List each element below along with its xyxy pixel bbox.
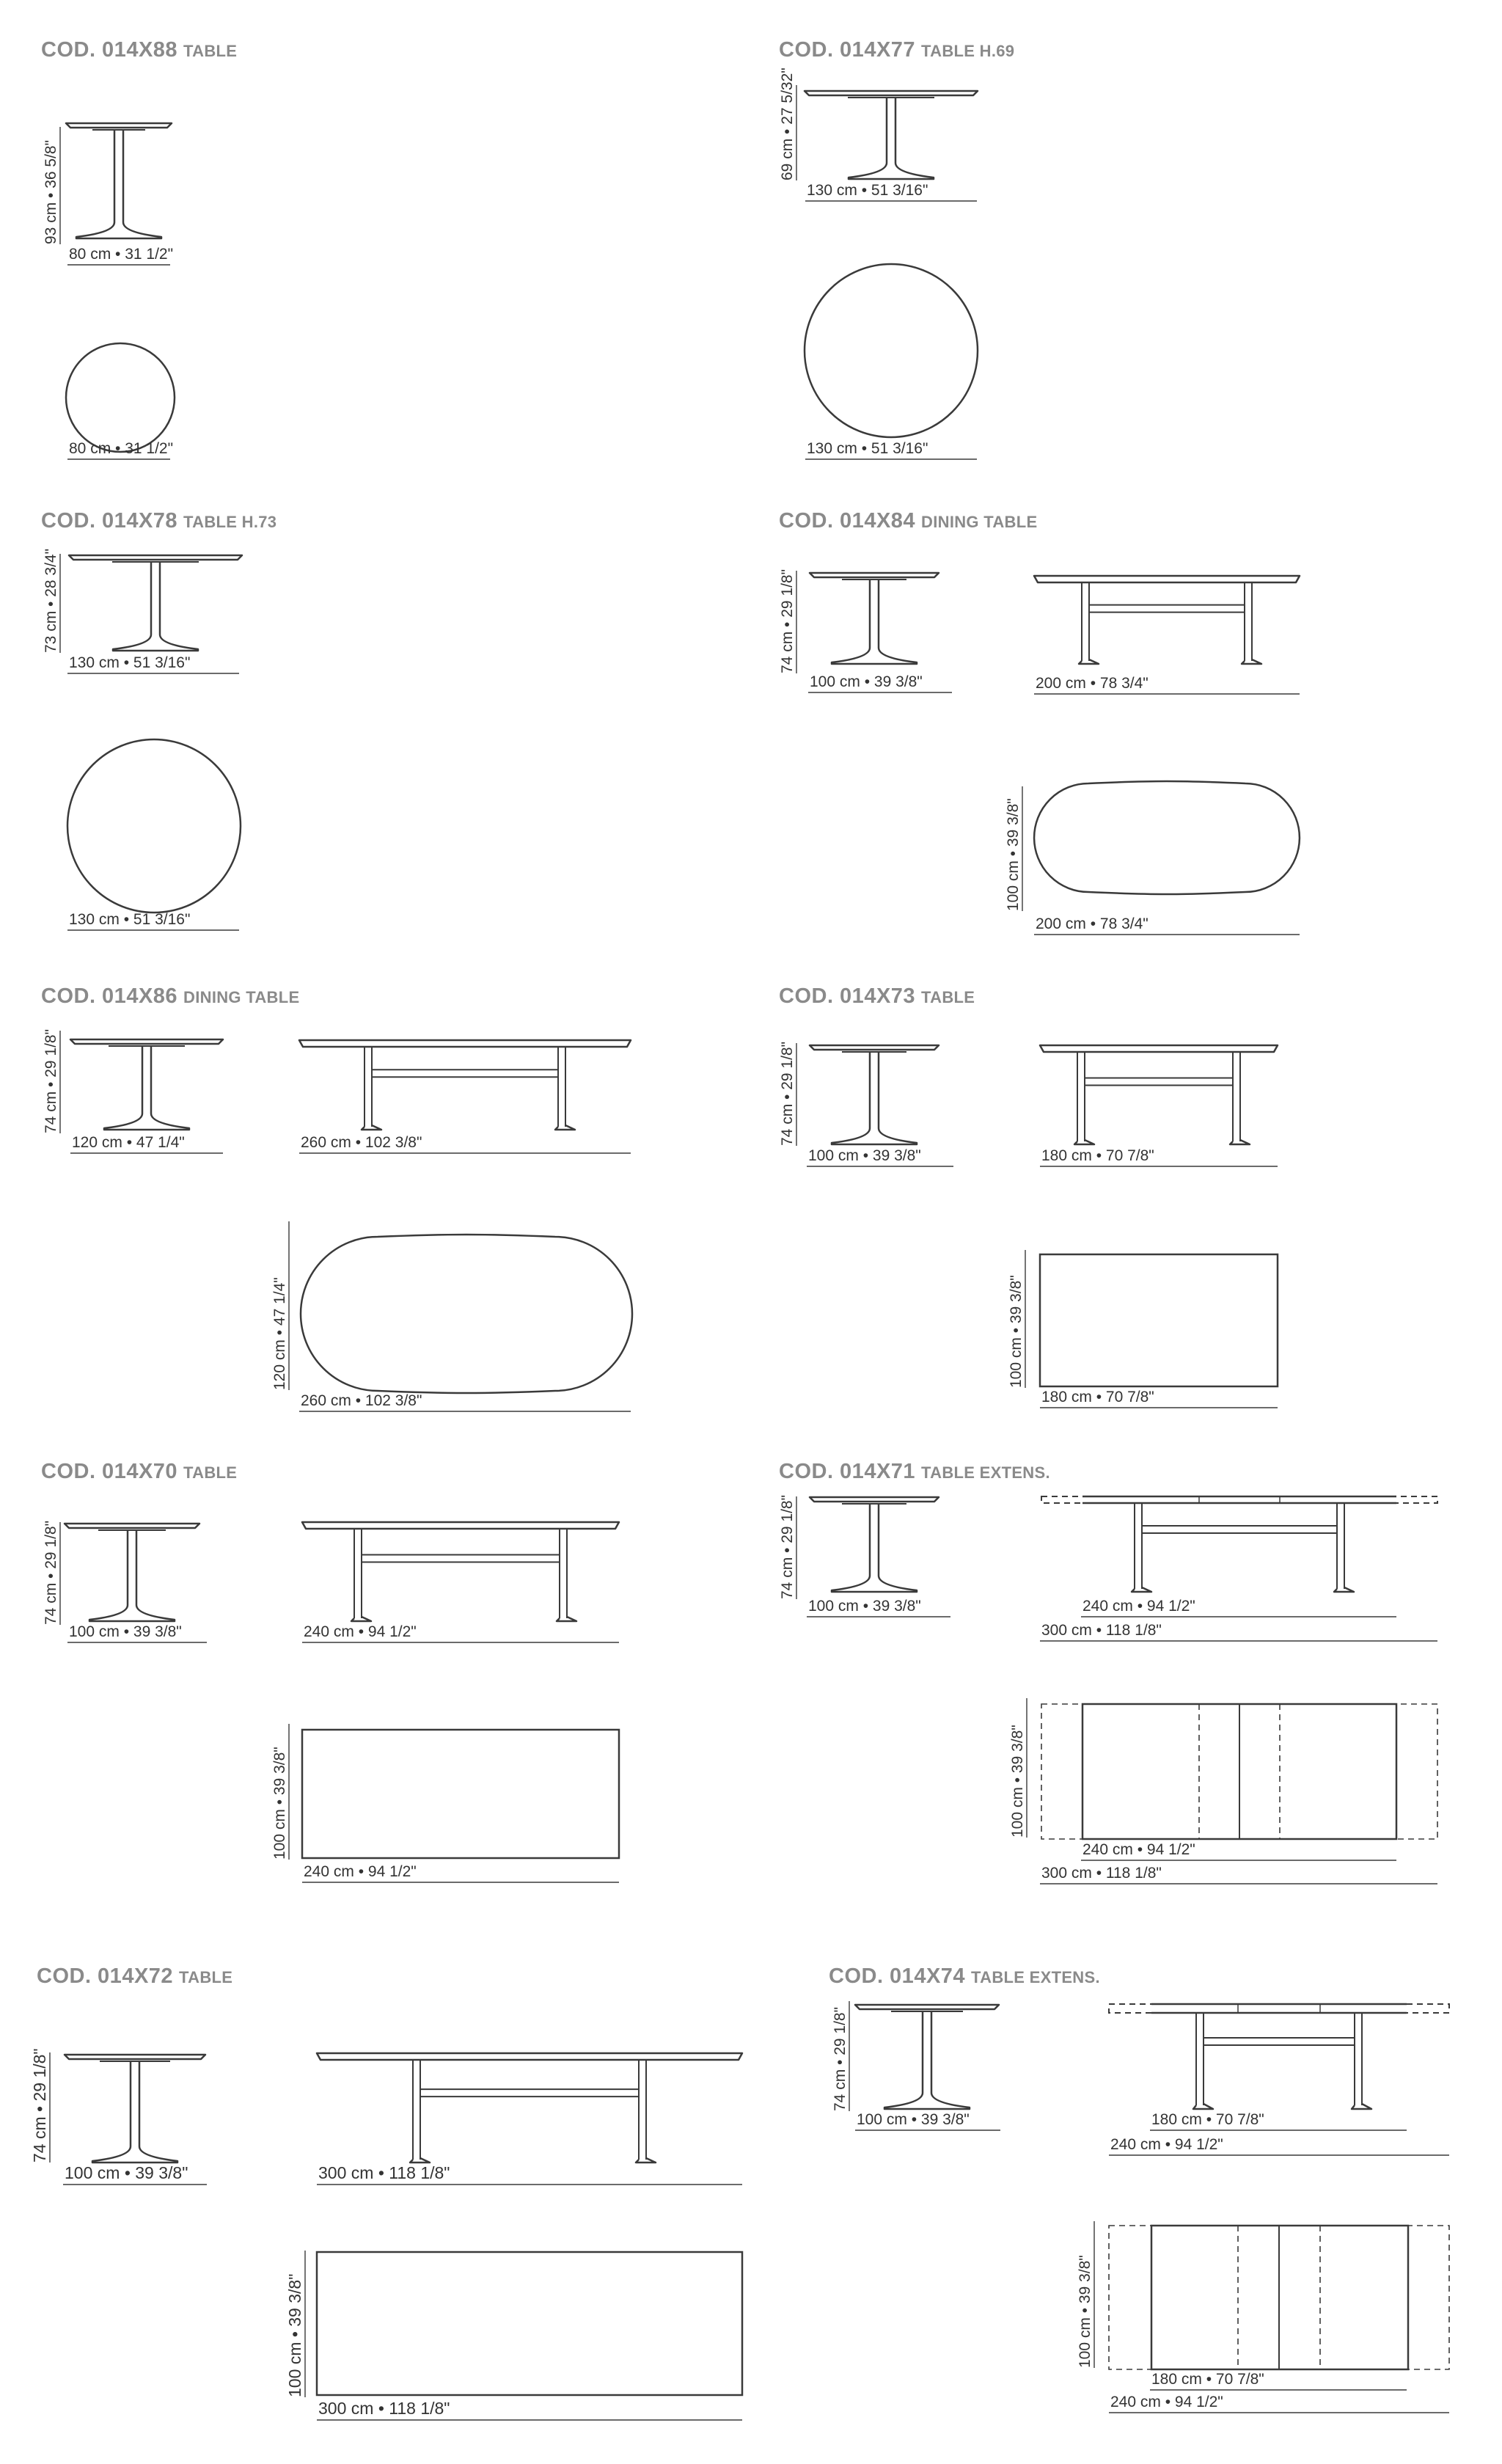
- dimension-label: 73 cm • 28 3/4": [43, 548, 59, 653]
- pedestal-base: [113, 562, 198, 651]
- dimension-label: 74 cm • 29 1/8": [43, 1028, 59, 1133]
- pedestal-base: [849, 98, 934, 179]
- dimension-label: 300 cm • 118 1/8": [1041, 1622, 1162, 1639]
- table-top: [810, 1497, 939, 1502]
- dimension-label: 300 cm • 118 1/8": [1041, 1865, 1162, 1882]
- product-code: COD. 014X73: [779, 984, 916, 1008]
- dimension-label: 240 cm • 94 1/2": [1110, 2394, 1223, 2410]
- table-top: [810, 573, 939, 577]
- dimension-label: 240 cm • 94 1/2": [1110, 2136, 1223, 2153]
- table-top: [805, 91, 978, 95]
- outline-rect: [302, 1730, 619, 1858]
- dimension-label: 300 cm • 118 1/8": [318, 2399, 450, 2418]
- top-view-circle: [67, 739, 241, 913]
- product-description: TABLE H.69: [921, 42, 1015, 60]
- pedestal-base: [832, 1504, 917, 1592]
- product-code: COD. 014X70: [41, 1460, 178, 1483]
- table-top: [69, 555, 242, 560]
- dimension-label: 74 cm • 29 1/8": [779, 1041, 796, 1146]
- dimension-label: 80 cm • 31 1/2": [69, 246, 174, 263]
- drawing-shapes: [50, 85, 1449, 2420]
- product-code: COD. 014X78: [41, 509, 178, 533]
- dimension-label: 100 cm • 39 3/8": [808, 1598, 921, 1615]
- product-code: COD. 014X84: [779, 509, 916, 533]
- dimension-labels: [30, 67, 1264, 2418]
- top-view-circle: [805, 264, 978, 437]
- dimension-label: 200 cm • 78 3/4": [1036, 915, 1149, 932]
- product-description: TABLE H.73: [183, 513, 277, 531]
- dimension-label: 240 cm • 94 1/2": [304, 1863, 417, 1880]
- dimension-label: 240 cm • 94 1/2": [1082, 1598, 1195, 1615]
- dimension-label: 100 cm • 39 3/8": [1008, 1275, 1025, 1388]
- table-top: [70, 1039, 223, 1044]
- table-top: [302, 1522, 619, 1529]
- table-top: [299, 1040, 631, 1047]
- dimension-label: 240 cm • 94 1/2": [304, 1623, 417, 1640]
- dimension-label: 180 cm • 70 7/8": [1151, 2371, 1264, 2388]
- top-view-oval: [301, 1235, 632, 1393]
- table-top: [1040, 1045, 1278, 1052]
- table-top: [855, 2005, 999, 2009]
- product-description: TABLE: [183, 1463, 238, 1482]
- top-view-oval: [1034, 781, 1300, 894]
- dimension-label: 120 cm • 47 1/4": [72, 1134, 185, 1151]
- table-top: [1034, 576, 1300, 582]
- dimension-label: 100 cm • 39 3/8": [810, 673, 923, 690]
- dimension-label: 100 cm • 39 3/8": [1005, 798, 1022, 911]
- product-code: COD. 014X77: [779, 38, 916, 62]
- dimension-label: 100 cm • 39 3/8": [1077, 2255, 1093, 2368]
- dimension-label: 69 cm • 27 5/32": [779, 67, 796, 180]
- dimension-label: 180 cm • 70 7/8": [1151, 2111, 1264, 2128]
- dimension-label: 100 cm • 39 3/8": [271, 1747, 288, 1860]
- product-code: COD. 014X71: [779, 1460, 916, 1483]
- table-top: [65, 1524, 199, 1528]
- product-description: TABLE: [921, 988, 975, 1006]
- dimension-label: 93 cm • 36 5/8": [43, 139, 59, 244]
- product-description: TABLE: [179, 1968, 233, 1986]
- dimension-label: 74 cm • 29 1/8": [43, 1520, 59, 1625]
- dimension-label: 200 cm • 78 3/4": [1036, 675, 1149, 692]
- product-description: DINING TABLE: [183, 988, 300, 1006]
- pedestal-base: [832, 1052, 917, 1144]
- pedestal-base: [884, 2011, 970, 2109]
- product-description: DINING TABLE: [921, 513, 1038, 531]
- product-description: TABLE: [183, 42, 238, 60]
- dimension-label: 120 cm • 47 1/4": [271, 1277, 288, 1390]
- table-top: [317, 2053, 742, 2060]
- dimension-label: 80 cm • 31 1/2": [69, 440, 174, 457]
- dimension-label: 100 cm • 39 3/8": [285, 2273, 304, 2397]
- dimension-label: 100 cm • 39 3/8": [857, 2111, 970, 2128]
- dimension-label: 130 cm • 51 3/16": [807, 440, 928, 457]
- table-top: [810, 1045, 939, 1050]
- dimension-label: 130 cm • 51 3/16": [807, 182, 928, 199]
- dimension-label: 260 cm • 102 3/8": [301, 1392, 422, 1409]
- table-top: [65, 2055, 205, 2059]
- pedestal-base: [104, 1046, 189, 1130]
- product-code: COD. 014X74: [829, 1964, 966, 1988]
- outline-rect: [1041, 1496, 1437, 1503]
- dimension-label: 74 cm • 29 1/8": [30, 2048, 49, 2163]
- dimension-label: 260 cm • 102 3/8": [301, 1134, 422, 1151]
- dimension-label: 100 cm • 39 3/8": [808, 1147, 921, 1164]
- top-view-circle: [66, 343, 175, 452]
- product-description: TABLE EXTENS.: [921, 1463, 1050, 1482]
- pedestal-base: [92, 2061, 177, 2163]
- dimension-label: 180 cm • 70 7/8": [1041, 1147, 1154, 1164]
- dimension-label: 100 cm • 39 3/8": [65, 2163, 188, 2182]
- dimension-label: 240 cm • 94 1/2": [1082, 1841, 1195, 1858]
- dimension-label: 100 cm • 39 3/8": [1009, 1725, 1026, 1838]
- product-code: COD. 014X88: [41, 38, 178, 62]
- outline-rect: [1040, 1254, 1278, 1386]
- pedestal-base: [89, 1530, 175, 1621]
- table-top: [66, 123, 172, 128]
- dimension-label: 300 cm • 118 1/8": [318, 2163, 450, 2182]
- outline-rect: [1109, 2004, 1449, 2013]
- dimension-label: 100 cm • 39 3/8": [69, 1623, 182, 1640]
- product-code: COD. 014X86: [41, 984, 178, 1008]
- dimension-label: 180 cm • 70 7/8": [1041, 1389, 1154, 1405]
- dimension-label: 74 cm • 29 1/8": [779, 569, 796, 673]
- product-code: COD. 014X72: [37, 1964, 174, 1988]
- dimension-label: 130 cm • 51 3/16": [69, 911, 191, 928]
- dimension-label: 130 cm • 51 3/16": [69, 654, 191, 671]
- dimension-label: 74 cm • 29 1/8": [832, 2006, 849, 2111]
- pedestal-base: [832, 580, 917, 664]
- product-description: TABLE EXTENS.: [971, 1968, 1100, 1986]
- pedestal-base: [76, 130, 161, 238]
- outline-rect: [317, 2252, 742, 2395]
- dimension-label: 74 cm • 29 1/8": [779, 1494, 796, 1599]
